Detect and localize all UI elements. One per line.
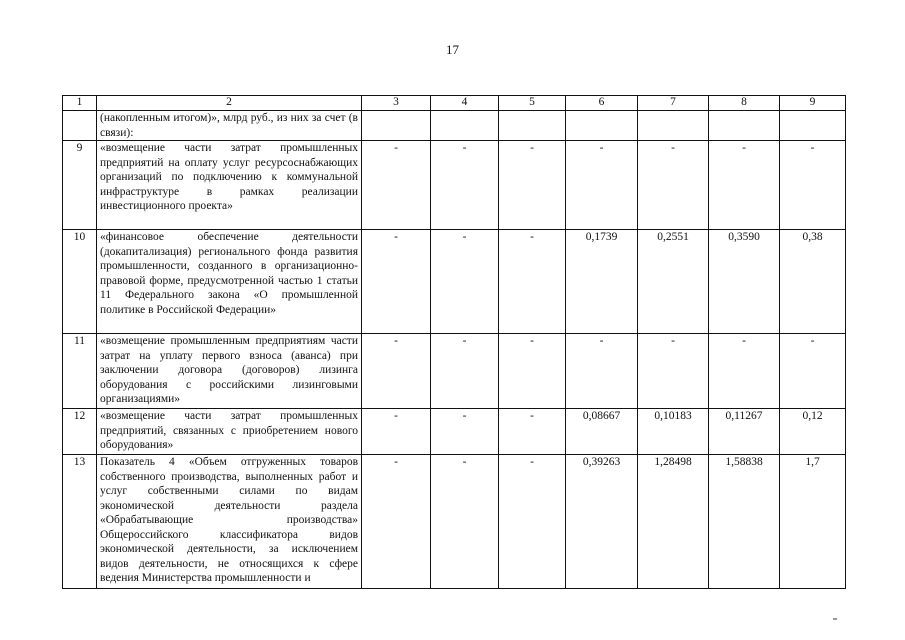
row-value: - (709, 334, 780, 409)
row-value: - (780, 334, 846, 409)
row-value: - (431, 409, 499, 455)
row-value: - (362, 230, 431, 334)
row-value: 0,39263 (566, 455, 638, 589)
table-row (63, 334, 846, 409)
row-value: - (638, 334, 709, 409)
column-header: 4 (431, 96, 499, 111)
indicator-table (62, 95, 846, 589)
row-value: 0,08667 (566, 409, 638, 455)
row-value: 0,1739 (566, 230, 638, 334)
row-value: - (431, 455, 499, 589)
row-value: 0,10183 (638, 409, 709, 455)
column-header: 3 (362, 96, 431, 111)
row-value: - (499, 141, 566, 230)
column-header: 7 (638, 96, 709, 111)
row-value: - (362, 409, 431, 455)
row-number: 13 (63, 455, 97, 589)
row-value: - (431, 141, 499, 230)
row-value: 0,11267 (709, 409, 780, 455)
row-description: (накопленным итогом)», млрд руб., из них за счет (в связи): (97, 111, 362, 141)
table-row (63, 141, 846, 230)
row-value: - (709, 141, 780, 230)
row-value (780, 111, 846, 141)
table-row (63, 455, 846, 589)
row-value: - (431, 230, 499, 334)
row-value: 0,2551 (638, 230, 709, 334)
column-header: 9 (780, 96, 846, 111)
row-value: 1,7 (780, 455, 846, 589)
row-value: 1,28498 (638, 455, 709, 589)
row-value (638, 111, 709, 141)
row-value: - (362, 455, 431, 589)
row-value: - (499, 230, 566, 334)
row-value (566, 111, 638, 141)
row-value (431, 111, 499, 141)
row-value: - (362, 334, 431, 409)
row-number: 9 (63, 141, 97, 230)
column-header: 5 (499, 96, 566, 111)
row-number: 10 (63, 230, 97, 334)
column-header: 6 (566, 96, 638, 111)
row-value: 1,58838 (709, 455, 780, 589)
row-value (709, 111, 780, 141)
row-value: - (362, 141, 431, 230)
scan-mark (833, 618, 837, 620)
row-value: - (499, 455, 566, 589)
row-description: «возмещение части затрат промышленных предприятий, связанных с приобретением нового оборудования» (97, 409, 362, 455)
row-value: - (499, 334, 566, 409)
row-value: - (431, 334, 499, 409)
row-value: 0,12 (780, 409, 846, 455)
row-value: - (499, 409, 566, 455)
table-header-row (63, 96, 846, 111)
column-header: 8 (709, 96, 780, 111)
row-value: - (566, 141, 638, 230)
table-row (63, 111, 846, 141)
row-description: «возмещение промышленным предприятиям части затрат на уплату первого взноса (аванса) при заключении договора (договоров) лизинга оборудования с российскими лизинговыми организациями» (97, 334, 362, 409)
row-value: 0,3590 (709, 230, 780, 334)
row-value: - (780, 141, 846, 230)
row-number (63, 111, 97, 141)
table-row (63, 409, 846, 455)
row-description: «финансовое обеспечение деятельности (докапитализация) регионального фонда развития промышленности, созданного в организационно-правовой форме, предусмотренной частью 1 статьи 11 Федерального закона «О промышленной политике в Российской Федерации» (97, 230, 362, 334)
row-value (499, 111, 566, 141)
row-value: - (638, 141, 709, 230)
table-row (63, 230, 846, 334)
column-header: 2 (97, 96, 362, 111)
row-value: 0,38 (780, 230, 846, 334)
column-header: 1 (63, 96, 97, 111)
row-number: 11 (63, 334, 97, 409)
row-description: «возмещение части затрат промышленных предприятий на оплату услуг ресурсоснабжающих организаций по подключению к коммунальной инфраструктуре в рамках реализации инвестиционного проекта» (97, 141, 362, 230)
row-value (362, 111, 431, 141)
row-description: Показатель 4 «Объем отгруженных товаров собственного производства, выполненных работ и услуг собственными силами по видам экономической деятельности раздела «Обрабатывающие производства» Общероссийского классификатора видов экономической деятельности, за исключением видов деятельности, не относящихся к сфере ведения Министерства промышленности и (97, 455, 362, 589)
page-number: 17 (446, 42, 459, 57)
row-value: - (566, 334, 638, 409)
row-number: 12 (63, 409, 97, 455)
